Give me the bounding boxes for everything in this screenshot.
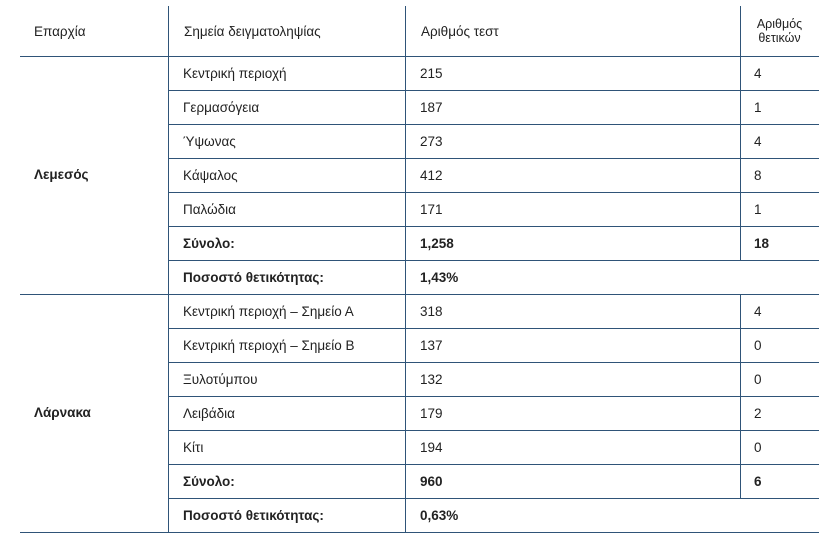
header-positives-line1: Αριθμός	[756, 17, 803, 31]
sampling-point: Κίτι	[183, 440, 204, 455]
table-row	[168, 397, 819, 431]
table-row	[168, 363, 819, 397]
group-separator	[20, 532, 819, 533]
positivity-rate-label: Ποσοστό θετικότητας:	[183, 270, 324, 285]
test-count: 318	[420, 304, 443, 319]
table-row	[168, 125, 819, 159]
sampling-point: Ξυλοτύμπου	[183, 372, 258, 387]
test-count: 132	[420, 372, 443, 387]
province-label: Λεμεσός	[34, 167, 89, 182]
table-row	[168, 57, 819, 91]
header-positives	[740, 6, 819, 56]
positive-count: 4	[754, 66, 762, 81]
test-count: 187	[420, 100, 443, 115]
column-divider	[168, 57, 169, 295]
column-divider	[168, 295, 169, 533]
total-positives: 18	[754, 236, 770, 251]
positivity-rate-value: 0,63%	[420, 508, 459, 523]
sampling-point: Ύψωνας	[183, 134, 236, 149]
header-tests: Αριθμός τεστ	[421, 23, 499, 39]
test-count: 215	[420, 66, 443, 81]
column-divider	[405, 295, 406, 533]
table-row	[168, 329, 819, 363]
header-positives-line2: θετικών	[758, 31, 801, 45]
sampling-point: Λειβάδια	[183, 406, 235, 421]
test-count: 194	[420, 440, 443, 455]
sampling-point: Κάψαλος	[183, 168, 238, 183]
positive-count: 4	[754, 304, 762, 319]
positive-count: 0	[754, 338, 762, 353]
total-label: Σύνολο:	[183, 236, 235, 251]
column-divider	[740, 295, 741, 499]
total-positives: 6	[754, 474, 762, 489]
total-label: Σύνολο:	[183, 474, 235, 489]
sampling-point: Γερμασόγεια	[183, 100, 260, 115]
positive-count: 0	[754, 372, 762, 387]
test-count: 137	[420, 338, 443, 353]
positivity-rate-label: Ποσοστό θετικότητας:	[183, 508, 324, 523]
header-column-divider	[405, 6, 406, 56]
column-divider	[740, 57, 741, 261]
province-label: Λάρνακα	[34, 405, 91, 420]
header-sampling-points: Σημεία δειγματοληψίας	[184, 23, 321, 39]
sampling-point: Κεντρική περιοχή – Σημείο Α	[183, 304, 354, 319]
testing-results-table	[20, 6, 819, 533]
positivity-rate-value: 1,43%	[420, 270, 459, 285]
table-row	[168, 295, 819, 329]
header-province: Επαρχία	[34, 23, 86, 39]
header-column-divider	[168, 6, 169, 56]
test-count: 412	[420, 168, 443, 183]
test-count: 273	[420, 134, 443, 149]
test-count: 179	[420, 406, 443, 421]
positive-count: 1	[754, 202, 762, 217]
sampling-point: Κεντρική περιοχή – Σημείο Β	[183, 338, 355, 353]
positive-count: 1	[754, 100, 762, 115]
table-row	[168, 431, 819, 465]
table-row	[168, 193, 819, 227]
table-header	[20, 6, 819, 57]
table-row	[168, 91, 819, 125]
sampling-point: Παλώδια	[183, 202, 236, 217]
total-row	[168, 465, 819, 499]
test-count: 171	[420, 202, 443, 217]
table-row	[168, 159, 819, 193]
total-tests: 1,258	[420, 236, 454, 251]
positivity-rate-row	[168, 499, 819, 533]
sampling-point: Κεντρική περιοχή	[183, 66, 287, 81]
positive-count: 0	[754, 440, 762, 455]
positivity-rate-row	[168, 261, 819, 295]
positive-count: 4	[754, 134, 762, 149]
total-tests: 960	[420, 474, 443, 489]
total-row	[168, 227, 819, 261]
positive-count: 2	[754, 406, 762, 421]
positive-count: 8	[754, 168, 762, 183]
table-body	[20, 57, 819, 533]
header-column-divider	[740, 6, 741, 56]
column-divider	[405, 57, 406, 295]
